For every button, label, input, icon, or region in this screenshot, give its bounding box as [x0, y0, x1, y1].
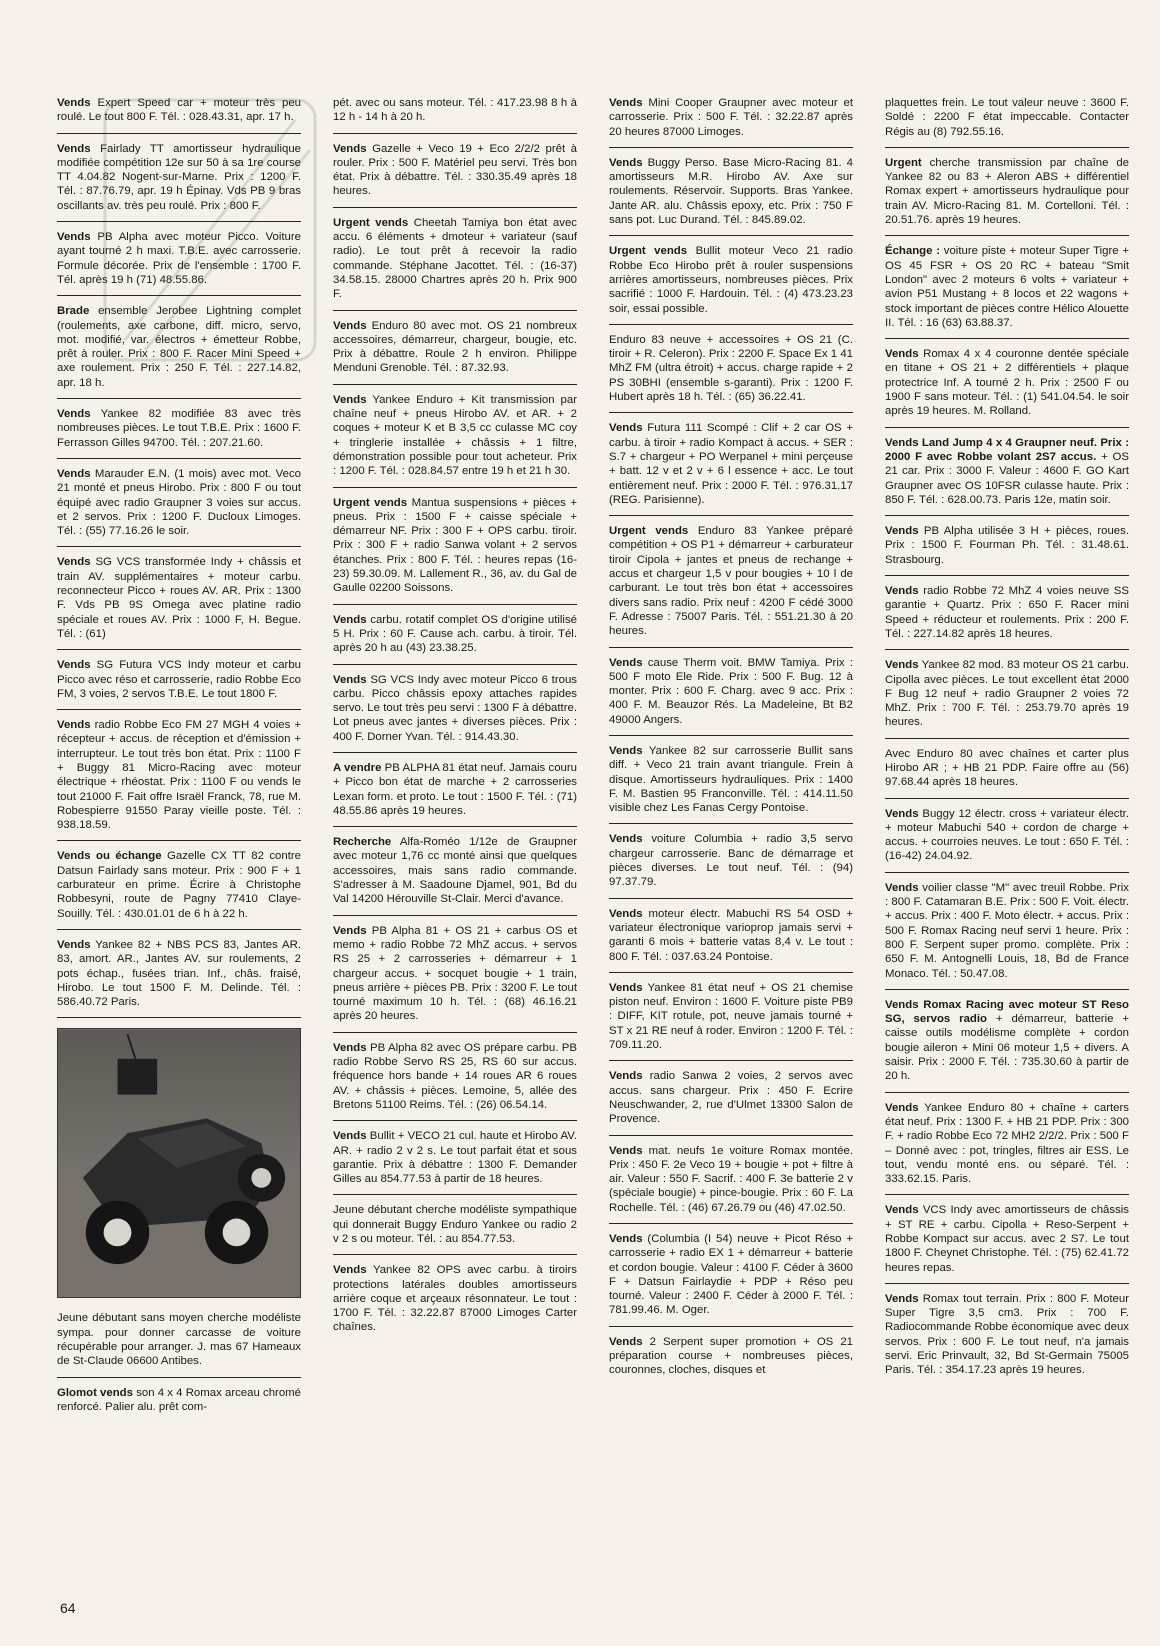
ad-lead: Vends	[609, 981, 643, 994]
ad-lead: Vends	[57, 467, 91, 480]
ad-text: Gazelle CX TT 82 contre Datsun Fairlady sans moteur. Prix : 900 F + 1 carburateur en prime. Écrire à Christophe Robbesyni, route de Pagny 77410 Claye-Souilly. Tél. : 430.01.01 de 6 h à 22 h.	[57, 850, 302, 920]
classified-ad	[57, 718, 301, 841]
ad-text: mat. neufs 1e voiture Romax montée. Prix : 450 F. 2e Veco 19 + bougie + pot + filtre à air. Valeur : 550 F. Sacrif. : 400 F. 3e batterie 2 v (spéciale bougie) + pince-bougie. Prix : 60 F. La Rochelle. Tél. : (46) 67.26.79 ou (46) 47.02.50.	[609, 1144, 854, 1214]
ad-lead: Vends	[885, 1101, 919, 1114]
ad-text: voiture Columbia + radio 3,5 servo chargeur carrosserie. Banc de démarrage et pièces diverses. Le tout neuf. Tél. : (94) 97.37.79.	[609, 833, 853, 889]
classified-ad	[57, 1386, 301, 1423]
ad-text: SG VCS transformée Indy + châssis et train AV. supplémentaires + moteur carbu. reconnecteur Picco + roues AV. AR. Prix : 1300 F. Vds PB 9S Omega avec platine radio spéciale et roues AV. Prix : 1000 F, H. Begue. Tél. : (61)	[57, 556, 301, 640]
classified-ad	[609, 244, 853, 324]
ad-lead: Vends	[609, 833, 643, 846]
ad-lead: Vends	[57, 142, 91, 155]
ad-lead: Vends	[885, 659, 919, 672]
ad-text: Jeune débutant cherche modéliste sympathique qui donnerait Buggy Enduro Yankee ou radio 2 v 2 s ou moteur. Tél. : au 854.77.53.	[333, 1204, 577, 1245]
ad-text: Mantua suspensions + pièces + pneus. Prix : 1500 F + caisse spéciale + démarreur NF. Prix : 300 F + OPS carbu. tiroir. Prix : 300 F + radio Sanwa volant + 2 servos étanches. Prix : 800 F. Tél. : heures repas (16-23) 59.30.09. M. Lallement R., 36, av. du Gal de Gaulle 02200 Soissons.	[333, 496, 577, 595]
classified-ad	[885, 524, 1129, 576]
classified-ad	[57, 142, 301, 222]
classified-ad	[57, 230, 301, 296]
ad-lead: Glomot vends	[57, 1386, 133, 1399]
classifieds-column-2	[333, 96, 577, 1351]
classified-ad	[333, 393, 577, 488]
classified-ad	[333, 1263, 577, 1342]
ad-text: Buggy 12 électr. cross + variateur électr. + moteur Mabuchi 540 + cordon de charge + accus. + courroies neuves. Le tout : 650 F. Tél. : (16-42) 24.04.92.	[885, 807, 1129, 863]
ad-text: voilier classe "M" avec treuil Robbe. Prix : 800 F. Catamaran B.E. Prix : 500 F. Voit. électr. + accus. Prix : 400 F. Moto électr. + accus. Prix : 500 F. Romax Racing neuf servi 1 heure. Prix : 800 F. Serpent super promo. complète. Prix : 650 F. M. Antognelli Louis, 18, Bd de France Monaco. Tél. : 50.47.08.	[885, 881, 1130, 980]
ad-text: Alfa-Roméo 1/12e de Graupner avec moteur 1,76 cc monté ainsi que quelques accessoires, mais sans radio commande. S'adresser à M. Saadoune Djamel, 901, Bd du Val 14200 Hérouville St-Clair. Merci d'avance.	[333, 836, 577, 906]
classified-ad	[885, 807, 1129, 873]
classified-ad	[333, 613, 577, 665]
ad-lead: Échange :	[885, 245, 941, 258]
ad-text: Yankee Enduro + Kit transmission par chaîne neuf + pneus Hirobo AV. et AR. + 2 coques + moteur K et B 3,5 cc culasse MC coy + tringlerie installée + châssis + 1 filtre, démonstration possible pour tout acheteur. Prix : 1200 F. Tél. : 028.84.57 entre 19 h et 21 h 30.	[333, 393, 577, 478]
ad-text: Bullit moteur Veco 21 radio Robbe Eco Hirobo prêt à rouler suspensions arrières amortisseurs, nombreuses pièces. Prix sacrifié : 1000 F. Hardouin. Tél. : (4) 473.23.23 soir, essai possible.	[609, 245, 853, 315]
classified-ad	[609, 156, 853, 236]
ad-lead: Vends	[57, 556, 91, 569]
ad-text: PB Alpha avec moteur Picco. Voiture ayant tourné 2 h maxi. T.B.E. avec carrosserie. Formule décorée. Prix de l'ensemble : 1700 F. Tél. après 19 h (71) 48.55.86.	[57, 231, 301, 286]
ad-lead: Vends	[609, 1233, 643, 1245]
classified-ad	[609, 832, 853, 898]
ad-text: Yankee 82 + NBS PCS 83, Jantes AR. 83, amort. AR., Jantes AV. sur roulements, 2 pots échap., fusées trian. Inf., châs. fraisé, Hirobo. Le tout 1500 F. M. Delinde. Tél. : 586.40.72 Paris.	[57, 938, 301, 1009]
classified-ad	[609, 1144, 853, 1224]
ad-lead: Vends	[333, 1041, 367, 1054]
ad-lead: Vends	[885, 807, 919, 820]
ad-text: Futura 111 Scompé : Clif + 2 car OS + carbu. à tiroir + radio Kompact à accus. + SER : S.7 + chargeur + PO Werpanel + mini perçeuse + batt. 12 v et 2 v + 6 l essence + acc. Le tout entièrement neuf. Prix : 2000 F. Tél. : 976.31.17 (REG. Parisienne).	[609, 422, 853, 506]
ad-lead: Vends	[885, 1204, 919, 1217]
classified-ad	[885, 436, 1129, 516]
ad-lead: Vends	[609, 1144, 643, 1157]
ad-lead: Vends	[57, 231, 91, 244]
classified-ad	[333, 96, 577, 134]
ad-text: Fairlady TT amortisseur hydraulique modifiée compétition 12e sur 50 à sa 1re course TT 4.04.82 Nogent-sur-Marne. Prix : 1200 F. Tél. : 87.76.79, apr. 19 h Épinay. Vds PB 9 bras oscillants av. très peu roulé. Prix : 800 F.	[57, 142, 302, 212]
classified-ad	[333, 924, 577, 1033]
ad-text: carbu. rotatif complet OS d'origine utilisé 5 H. Prix : 60 F. Cause ach. carbu. à tiroir. Tél. après 20 h au (43) 23.38.25.	[333, 613, 577, 655]
ad-text: PB Alpha 82 avec OS prépare carbu. PB radio Robbe Servo RS 25, RS 60 sur accus. fréquence hors bande + 14 roues AR 6 roues AV. + châssis + pièces. Lemoine, 5, allée des Bretons 51100 Reims. Tél. : (26) 06.54.14.	[333, 1041, 577, 1111]
classified-ad	[885, 244, 1129, 339]
ad-lead: Vends	[57, 719, 91, 732]
classified-ad	[609, 1232, 853, 1327]
ad-lead: Vends	[609, 422, 643, 435]
classified-ad	[609, 333, 853, 413]
ad-lead: Vends	[333, 142, 367, 155]
classified-ad	[57, 849, 301, 929]
ad-text: cherche transmission par chaîne de Yankee 82 ou 83 + Aleron ABS + différentiel Romax expert + amortisseurs hydraulique pour train AV. Micro-Racing 81. M. Cortelloni. Tél. : 20.51.76. après 19 heures.	[885, 156, 1129, 227]
classified-ad	[609, 656, 853, 736]
classified-ad	[609, 907, 853, 973]
ad-text: Romax 4 x 4 couronne dentée spéciale en titane + OS 21 + 2 différentiels + plaque protectrice Inf. A tourné 2 h. Prix : 2500 F ou 1900 F sans moteur. Tél. : (1) 541.04.54. le soir après 19 heures. M. Rolland.	[885, 348, 1130, 418]
ad-lead: Vends	[333, 1130, 367, 1143]
ad-text: radio Robbe 72 MhZ 4 voies neuve SS garantie + Quartz. Prix : 650 F. Racer mini Speed + réducteur et roulements. Prix : 200 F. Tél. : 227.14.82 après 18 heures.	[885, 585, 1129, 640]
ad-text: Yankee 82 sur carrosserie Bullit sans diff. + Veco 21 train avant triangule. Frein à disque. Amortisseurs hydrauliques. Prix : 1400 F. M. Bastien 95 Franconville. Tél. : 414.11.50 visible chez Les Fanas Cergy Pontoise.	[609, 744, 853, 815]
ad-text: Yankee Enduro 80 + chaîne + carters état neuf. Prix : 1300 F. + HB 21 PDP. Prix : 300 F. + radio Robbe Eco 72 MH2 2/2/2. Prix : 500 F – Donné avec : pot, tringles, filtres air ESS. Le tout, vendu monté ens. ou séparé. Tél. : 333.62.15. Paris.	[885, 1101, 1129, 1186]
classified-ad	[885, 1203, 1129, 1283]
ad-text: radio Robbe Eco FM 27 MGH 4 voies + récepteur + accus. de réception et d'émission + interrupteur. Le tout très bon état. Prix : 1100 F + Buggy 81 Micro-Racing avec moteur électrique + rhéostat. Prix : 1100 F ou vends le tout 21000 F. Fait offre Israël Franck, 78, rue M. Robespierre 91550 Paray vieille poste. Tél. : 938.18.59.	[57, 719, 301, 832]
ad-lead: Brade	[57, 305, 90, 318]
classified-ad	[57, 467, 301, 547]
classified-ad	[57, 407, 301, 459]
ad-lead: Vends	[885, 1292, 919, 1305]
ad-lead: Urgent vends	[609, 525, 689, 538]
ad-lead: A vendre	[333, 761, 382, 774]
ad-text: PB Alpha utilisée 3 H + pièces, roues. Prix : 1500 F. Fourman Ph. Tél. : 31.48.61. Strasbourg.	[885, 525, 1129, 566]
classified-ad	[57, 96, 301, 134]
classifieds-column-4	[885, 96, 1129, 1394]
classified-ad	[885, 881, 1129, 990]
ad-text: pét. avec ou sans moteur. Tél. : 417.23.98 8 h à 12 h - 14 h à 20 h.	[333, 97, 577, 124]
ad-text: Jeune débutant sans moyen cherche modéliste sympa. pour donner carcasse de voiture récupérable pour arranger. J. mas 67 Hameaux de St-Claude 06600 Antibes.	[57, 1312, 301, 1368]
ad-text: Enduro 83 neuve + accessoires + OS 21 (C. tiroir + R. Celeron). Prix : 2200 F. Space Ex 1 41 MhZ FM (ultra étroit) + accus. charge rapide + 2 PS 30BHI (ensemble s-garanti). Prix : 1200 F. Hubert après 18 h. Tél. : (65) 36.22.41.	[609, 333, 853, 404]
ad-text: Marauder E.N. (1 mois) avec mot. Veco 21 monté et pneus Hirobo. Prix : 800 F ou tout équipé avec radio Graupner 3 voies sur accus. et 2 servos. Prix : 1200 F. Ducloux Limoges. Tél. : (55) 77.16.26 le soir.	[57, 467, 301, 538]
ad-text: Expert Speed car + moteur très peu roulé. Le tout 800 F. Tél. : 028.43.31, apr. 17 h.	[57, 97, 301, 124]
classifieds-column-3	[609, 96, 853, 1394]
ad-lead: Vends	[333, 393, 367, 406]
ad-lead: Urgent vends	[333, 216, 409, 229]
ad-lead: Urgent vends	[333, 496, 408, 509]
ad-lead: Vends Land Jump 4 x 4 Graupner neuf. Prix : 2000 F avec Robbe volant 2S7 accus.	[885, 436, 1129, 463]
classified-ad	[885, 1101, 1129, 1196]
classified-ad	[885, 658, 1129, 738]
ad-lead: Urgent	[885, 156, 922, 169]
ad-text: Yankee 82 modifiée 83 avec très nombreuses pièces. Le tout T.B.E. Prix : 1600 F. Ferrasson Gilles 94700. Tél. : 207.21.60.	[57, 408, 301, 449]
ad-text: SG VCS Indy avec moteur Picco 6 trous carbu. Picco châssis epoxy attaches rapides servo. Le tout très peu servi : 1300 F à débattre. Lot pneus avec jantes + diverses pièces. Prix : 400 F. Dorner Yvan. Tél. : 914.43.30.	[333, 673, 577, 743]
ad-text: + OS 21 car. Prix : 3000 F. Valeur : 4600 F. GO Kart Graupner avec OS 10FSR culasse haute. Prix : 850 F. Tél. : 628.00.73. Paris 12e, matin soir.	[885, 450, 1130, 506]
ad-text: voiture piste + moteur Super Tigre + OS 45 FSR + OS 20 RC + bateau "Smit London" avec 2 moteurs 6 volts + variateur + avion P51 Mustang + 8 locos et 22 wagons + stock important de pièces contre Hélico Alouette II. Tél. : 16 (63) 63.88.37.	[885, 245, 1129, 329]
ad-text: Buggy Perso. Base Micro-Racing 81. 4 amortisseurs M.R. Hirobo AV. Axe sur roulements. Réservoir. Supports. Bras Yankee. Jante AR. alu. Châssis epoxy, etc. Prix : 750 F sans pot. Luc Durand. Tél. : 845.89.02.	[609, 156, 853, 227]
classified-ad	[57, 938, 301, 1018]
ad-lead: Vends Romax Racing avec moteur ST Reso SG, servos radio	[885, 998, 1129, 1026]
ad-text: + démarreur, batterie + caisse outils modélisme complète + cordon bougie aileron + Mini 06 moteur 1,5 + divers. A saisir. Prix : 2000 F. Tél. : 735.30.60 à partir de 20 h.	[885, 1013, 1130, 1083]
ad-text: Yankee 82 OPS avec carbu. à tiroirs protections latérales doubles amortisseurs arrière coque et arçeaux résonnateur. Le tout : 1700 F. Tél. : 32.22.87 87000 Limoges Carter chaînes.	[333, 1264, 577, 1334]
ad-lead: Recherche	[333, 836, 392, 849]
classified-ad	[885, 96, 1129, 148]
ad-text: plaquettes frein. Le tout valeur neuve : 3600 F. Soldé : 2200 F état impeccable. Contacter Régis au (8) 792.55.16.	[885, 97, 1129, 138]
ad-text: Yankee 82 mod. 83 moteur OS 21 carbu. Cipolla avec pièces. Le tout excellent état 2000 F Bug 12 neuf + radio Graupner 2 voies 72 MhZ. Prix : 700 F. Tél. : 253.79.70 après 19 heures.	[885, 659, 1129, 729]
classified-ad	[885, 584, 1129, 650]
classified-ad	[333, 496, 577, 605]
classified-ad	[333, 1203, 577, 1255]
classified-ad	[885, 156, 1129, 236]
ad-lead: Vends	[609, 1070, 643, 1083]
classified-ad	[333, 835, 577, 915]
classified-ad	[609, 421, 853, 516]
classified-ad	[885, 347, 1129, 427]
classified-ad	[57, 1311, 301, 1377]
ad-text: 2 Serpent super promotion + OS 21 préparation course + nombreuses pièces, couronnes, cloches, disques et	[609, 1335, 853, 1377]
ad-text: Mini Cooper Graupner avec moteur et carrosserie. Prix : 500 F. Tél. : 32.22.87 après 20 heures 87000 Limoges.	[609, 97, 853, 138]
ad-text: Yankee 81 état neuf + OS 21 chemise piston neuf. Environ : 1600 F. Voiture piste PB9 : DIFF, KIT rotule, pot, neuve jamais tourné + ST x 21 RE neuf à roder. Environ : 1200 F. Tél. : 709.11.20.	[609, 981, 853, 1052]
ad-text: moteur électr. Mabuchi RS 54 OSD + variateur électronique varioprop jamais servi + garanti 6 mois + batterie vatas 8,4 v. Le tout : 800 F. Tél. : 037.63.24 Pontoise.	[609, 907, 853, 963]
ad-text: Romax tout terrain. Prix : 800 F. Moteur Super Tigre 3,5 cm3. Prix : 700 F. Radiocommande Robbe économique avec deux servos. Prix : 600 F. Le tout neuf, n'a jamais servi. Eric Prinvault, 32, Bd St-Germain 75005 Paris. Tél. : 354.17.23 après 19 heures.	[885, 1292, 1129, 1377]
ad-lead: Vends	[885, 525, 919, 538]
ad-text: PB Alpha 81 + OS 21 + carbus OS et memo + radio Robbe 72 MhZ accus. + servos RS 25 + 2 carrosseries + démarreur + 1 chargeur accus. + socquet bougie + 1 train, pneus arrière + pièces PB. Prix : 3200 F. Le tout tourné maximum 10 h. Tél. : (68) 46.16.21 après 20 heures.	[333, 924, 577, 1023]
ad-lead: Vends	[57, 659, 91, 672]
classified-ad	[885, 1292, 1129, 1386]
ad-lead: Vends	[57, 97, 91, 109]
ad-text: SG Futura VCS Indy moteur et carbu Picco avec réso et carrosserie, radio Robbe Eco FM, 3 voies, 2 servos T.B.E. Le tout 1800 F.	[57, 659, 301, 700]
ad-lead: Urgent vends	[609, 245, 688, 258]
classified-ad	[609, 96, 853, 148]
ad-lead: Vends	[609, 656, 643, 669]
ad-lead: Vends	[885, 881, 919, 894]
ad-lead: Vends	[609, 97, 643, 109]
ad-text: PB ALPHA 81 état neuf. Jamais couru + Picco bon état de marche + 2 carrosseries Lexan form. et proto. Le tout : 1500 F. Tél. : (71) 48.55.86 après 19 heures.	[333, 761, 577, 817]
ad-lead: Vends	[885, 348, 919, 361]
classified-ad	[333, 216, 577, 311]
classified-ad	[885, 747, 1129, 799]
classified-ad	[609, 524, 853, 647]
ad-lead: Vends ou échange	[57, 850, 162, 863]
ad-text: (Columbia (I 54) neuve + Picot Réso + carrosserie + radio EX 1 + démarreur + batterie et cordon bougie. Valeur : 4100 F. Céder à 3600 F + Datsun Fairlaydie + PDP + Réso peu tourné. Valeur : 2400 F. Céder à 2000 F. Tél. : 781.99.46. M. Oger.	[609, 1233, 853, 1317]
ad-lead: Vends	[885, 585, 919, 598]
ad-lead: Vends	[333, 1264, 367, 1277]
ad-text: radio Sanwa 2 voies, 2 servos avec accus. sans chargeur. Prix : 450 F. Ecrire Neuschwander, 2, rue d'Ulmet 13300 Salon de Provence.	[609, 1070, 853, 1126]
ad-lead: Vends	[333, 673, 367, 686]
ad-text: Cheetah Tamiya bon état avec accu. 6 éléments + dmoteur + variateur (sauf radio). Le tout prêt à recevoir la radio commande. Stéphane Jacottet. Tél. : (16-37) 34.58.15. 28000 Chartres après 20 h. Prix 900 F.	[333, 216, 577, 301]
ad-lead: Vends	[333, 924, 367, 937]
ad-lead: Vends	[333, 319, 367, 332]
ad-text: son 4 x 4 Romax arceau chromé renforcé. Palier alu. prêt com-	[57, 1386, 301, 1413]
classified-ad	[57, 555, 301, 650]
page-number: 64	[60, 1600, 76, 1616]
ad-text: cause Therm voit. BMW Tamiya. Prix : 500 F moto Ele Ride. Prix : 500 F. Bug. 12 à monter. Prix : 600 F. Charg. avec 9 acc. Prix : 400 F. M. Beauzor Rés. La Madeleine, Bt B2 49000 Angers.	[609, 656, 853, 726]
classified-ad	[609, 981, 853, 1061]
classified-ad	[333, 673, 577, 753]
classified-ad	[57, 658, 301, 710]
ad-lead: Vends	[57, 408, 91, 421]
classified-ad	[333, 761, 577, 827]
classified-ad	[57, 304, 301, 399]
classified-ad	[333, 1041, 577, 1121]
ad-lead: Vends	[609, 156, 643, 169]
classified-ad	[609, 744, 853, 824]
classified-ad	[609, 1069, 853, 1135]
classified-ad	[609, 1335, 853, 1386]
classified-ad	[885, 998, 1129, 1093]
ad-text: Gazelle + Veco 19 + Eco 2/2/2 prêt à rouler. Prix : 500 F. Matériel peu servi. Très bon état. Prix à débattre. Tél. : 330.35.49 après 18 heures.	[333, 142, 577, 198]
ad-lead: Vends	[333, 613, 367, 626]
classified-ad	[333, 319, 577, 385]
ad-text: Enduro 83 Yankee préparé compétition + OS P1 + démarreur + carburateur tiroir Cipola + jantes et pneus de rechange + accus et chargeur 1,5 v pour bougies + 10 l de carburant. Le tout très bon état + accessoires divers sans radio. Prix neuf : 4200 F cédé 3000 F. Adresse : 75007 Paris. Tél. : 551.21.30 à 20 heures.	[609, 525, 853, 638]
ad-lead: Vends	[57, 938, 91, 951]
rc-buggy-photo	[57, 1028, 301, 1298]
ad-text: Enduro 80 avec mot. OS 21 nombreux accessoires, démarreur, chargeur, bougie, etc. Prix à débattre. Roule 2 h environ. Philippe Menduni Grenoble. Tél. : 87.32.93.	[333, 319, 577, 375]
ad-text: VCS Indy avec amortisseurs de châssis + ST RE + carbu. Cipolla + Reso-Serpent + Robbe Kompact sur accus. avec 2 S7. Le tout 1800 F. Cheynet Christophe. Tél. : (75) 62.41.72 heures repas.	[885, 1204, 1129, 1274]
classifieds-column-1	[57, 96, 301, 1430]
ad-lead: Vends	[609, 744, 643, 757]
classified-ad	[333, 142, 577, 208]
ad-text: Bullit + VECO 21 cul. haute et Hirobo AV. AR. + radio 2 v 2 s. Le tout parfait état et sous garantie. Prix à débattre : 1300 F. Demander Gilles au 854.77.53 à partir de 18 heures.	[333, 1130, 578, 1186]
ad-lead: Vends	[609, 1335, 643, 1348]
ad-text: Avec Enduro 80 avec chaînes et carter plus Hirobo AR ; + HB 21 PDP. Faire offre au (56) 97.68.44 après 18 heures.	[885, 747, 1129, 789]
ad-lead: Vends	[609, 907, 643, 920]
ad-text: ensemble Jerobee Lightning complet (roulements, axe carbone, diff. micro, servo, mot. modifié, var. électros + émetteur Robbe, prêt à rouler. Prix : 800 F. Racer Mini Speed + axe roulement. Prix : 250 F. Tél. : 227.14.82, apr. 18 h.	[57, 305, 301, 389]
classified-ad	[333, 1129, 577, 1195]
